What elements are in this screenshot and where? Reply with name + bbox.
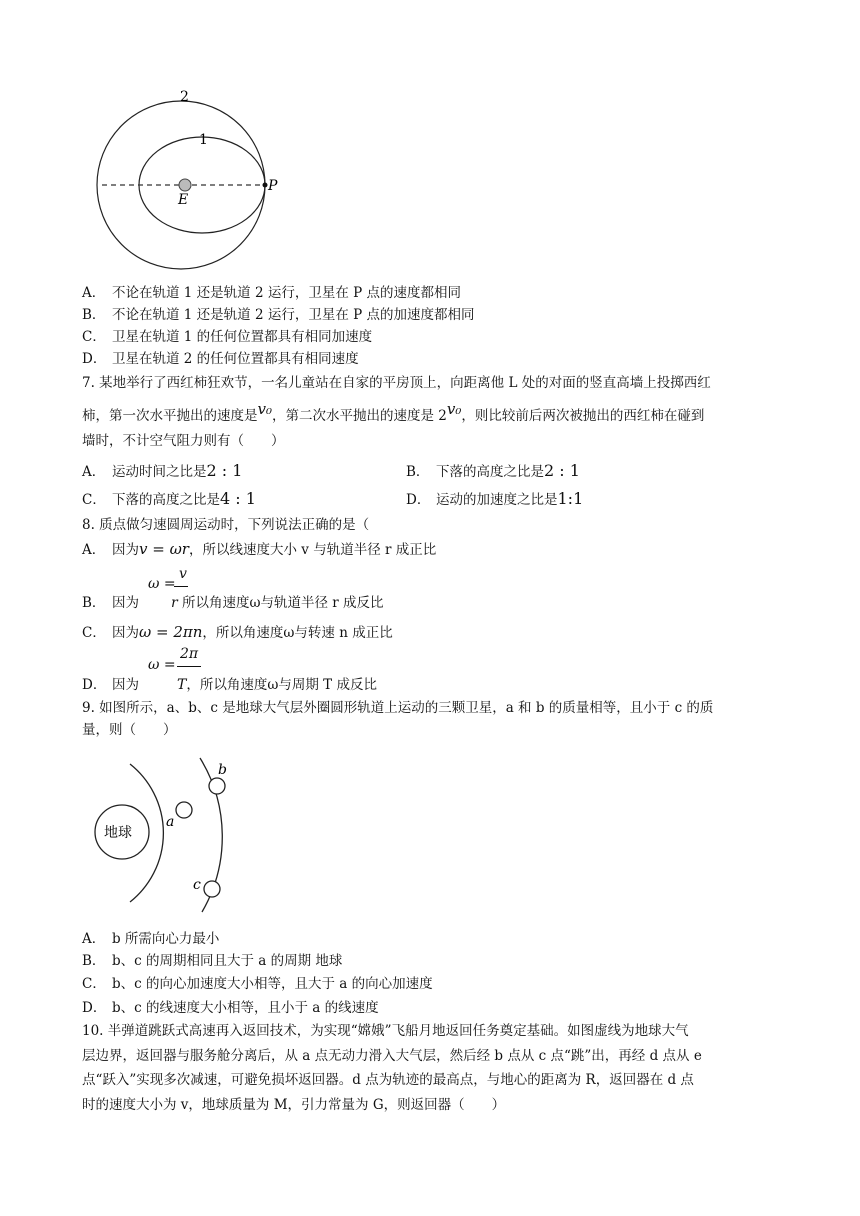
q7-option-b: B． 下落的高度之比是2 : 1 bbox=[406, 461, 580, 480]
earth-e-label: E bbox=[178, 192, 189, 208]
satellite-a-label: a bbox=[166, 814, 175, 830]
q6-option-d: D． 卫星在轨道 2 的任何位置都具有相同速度 bbox=[82, 351, 359, 367]
q7-option-d: D． 运动的加速度之比是1:1 bbox=[406, 489, 584, 508]
q8-option-d: D． 因为 T，所以角速度ω与周期 T 成反比 bbox=[82, 677, 377, 693]
q9-stem-line2: 量，则（ ） bbox=[82, 722, 177, 738]
q9-option-b: B． b、c 的周期相同且大于 a 的周期 地球 bbox=[82, 953, 343, 969]
q10-stem-line3: 点“跃入”实现多次减速，可避免损坏返回器。d 点为轨迹的最高点，与地心的距离为 R，返回器在 d 点 bbox=[82, 1072, 694, 1088]
satellite-c bbox=[204, 881, 220, 897]
q6-option-c: C． 卫星在轨道 1 的任何位置都具有相同加速度 bbox=[82, 329, 373, 345]
satellite-a bbox=[176, 802, 192, 818]
q9-option-c: C． b、c 的向心加速度大小相等，且大于 a 的向心加速度 bbox=[82, 976, 433, 992]
q9-option-a: A． b 所需向心力最小 bbox=[82, 931, 220, 947]
q8-option-a: A． 因为v = ωr，所以线速度大小 v 与轨道半径 r 成正比 bbox=[82, 540, 437, 558]
q10-stem-line1: 10. 半弹道跳跃式高速再入返回技术，为实现“嫦娥”飞船月地返回任务奠定基础。如图虚线为地球大气 bbox=[82, 1023, 689, 1039]
point-p-label: P bbox=[268, 178, 278, 194]
v0-symbol: v₀ bbox=[257, 400, 272, 418]
orbit-1-label: 1 bbox=[199, 132, 208, 148]
q7-options-row1 bbox=[82, 461, 782, 482]
satellite-b-label: b bbox=[218, 762, 227, 778]
q7-option-c: C． 下落的高度之比是4 : 1 bbox=[82, 489, 256, 508]
point-p-dot bbox=[263, 183, 268, 188]
q8-option-b: B． 因为 r 所以角速度ω与轨道半径 r 成反比 bbox=[82, 595, 384, 611]
q10-stem-line4: 时的速度大小为 v，地球质量为 M，引力常量为 G，则返回器（ ） bbox=[82, 1097, 506, 1113]
q8-stem: 8. 质点做匀速圆周运动时，下列说法正确的是（ bbox=[82, 517, 370, 533]
orbit-figure bbox=[96, 86, 296, 270]
q7-stem-line3: 墙时，不计空气阻力则有（ ） bbox=[82, 433, 285, 449]
q8-d-fraction-bar bbox=[177, 666, 201, 667]
satellite-c-label: c bbox=[193, 877, 201, 893]
q8-d-lhs: ω = bbox=[148, 657, 176, 673]
q10-stem-line2: 层边界，返回器与服务舱分离后，从 a 点无动力滑入大气层，然后经 b 点从 c 点“跳”出，再经 d 点从 e bbox=[82, 1048, 702, 1064]
earth-dot bbox=[179, 179, 191, 191]
q9-option-d: D． b、c 的线速度大小相等，且小于 a 的线速度 bbox=[82, 1000, 379, 1016]
q6-option-a: A． 不论在轨道 1 还是轨道 2 运行，卫星在 P 点的速度都相同 bbox=[82, 285, 462, 301]
q6-option-b: B． 不论在轨道 1 还是轨道 2 运行，卫星在 P 点的加速度都相同 bbox=[82, 307, 475, 323]
q7-options-row2 bbox=[82, 489, 782, 510]
q7-stem-line2: 柿，第一次水平抛出的速度是v₀，第二次水平抛出的速度是 2v₀，则比较前后两次被抛出的西红柿在碰到 bbox=[82, 400, 705, 424]
satellite-b bbox=[209, 778, 225, 794]
v0-symbol: v₀ bbox=[446, 400, 462, 418]
earth-label: 地球 bbox=[104, 825, 132, 841]
document-page: 2 1 E P A． 不论在轨道 1 还是轨道 2 运行，卫星在 P 点的速度都相同 B． 不论在轨道 1 还是轨道 2 运行，卫星在 P 点的加速度都相同 C． 卫星在轨道 1 的任何位置都具有相同加速度 D． 卫星在轨道 2 的任何位置都具有相同速度 7. 某地举行了西红柿狂欢节，一名儿童站在自家的平房顶上，向距离他 L 处的对面的竖直高墙上投掷西红 柿，第一次水平抛出的速度是v₀，第二次水平抛出的速度是 2v₀，则比较前后两次被抛出的西红柿在碰到 墙时，不计空气阻力则有（ ） A． 运动时间之比是2 : 1 B． 下落的高度之比是2 : 1 C． 下落的高度之比是4 : 1 D． 运动的加速度之比是1:1 8. 质点做匀速圆周运动时，下列说法正确的是（ A． 因为v = ωr，所以线速度大小 v 与轨道半径 r 成正比 ω = v B． 因为 r 所以角速度ω与轨道半径 r 成反比 C． 因为ω = 2πn，所以角速度ω与转速 n 成正比 ω = 2π D． 因为 T，所以角速度ω与周期 T 成反比 9. 如图所示，a、b、c 是地球大气层外圈圆形轨道上运动的三颗卫星，a 和 b 的质量相等，且小于 c 的质 量，则（ ） 地球 a b c A． b 所需向心力最小 B． b、c 的周期相同且大于 a 的周期 地球 C． b、c 的向心加速度大小相等，且大于 a 的向心加速度 D． b、c 的线速度大小相等，且小于 a 的线速度 10. 半弹道跳跃式高速再入返回技术，为实现“嫦娥”飞船月地返回任务奠定基础。如图虚线为地球大气 层边界，返回器与服务舱分离后，从 a 点无动力滑入大气层，然后经 b 点从 c 点“跳”出，再经 d 点从 e 点“跃入”实现多次减速，可避免损坏返回器。d 点为轨迹的最高点，与地心的距离为 R，返回器在 d 点 时的速度大小为 v，地球质量为 M，引力常量为 G，则返回器（ ） bbox=[0, 0, 860, 1216]
q7-option-a: A． 运动时间之比是2 : 1 bbox=[82, 461, 243, 480]
q8-d-numerator: 2π bbox=[179, 646, 199, 662]
q8-option-c: C． 因为ω = 2πn，所以角速度ω与转速 n 成正比 bbox=[82, 623, 393, 641]
q8-b-fraction-bar bbox=[174, 586, 188, 587]
orbit-2-label: 2 bbox=[180, 89, 189, 105]
q7-stem-line1: 7. 某地举行了西红柿狂欢节，一名儿童站在自家的平房顶上，向距离他 L 处的对面的竖直高墙上投掷西红 bbox=[82, 375, 711, 391]
q9-stem-line1: 9. 如图所示，a、b、c 是地球大气层外圈圆形轨道上运动的三颗卫星，a 和 b 的质量相等，且小于 c 的质 bbox=[82, 700, 714, 716]
satellite-figure bbox=[90, 756, 250, 916]
